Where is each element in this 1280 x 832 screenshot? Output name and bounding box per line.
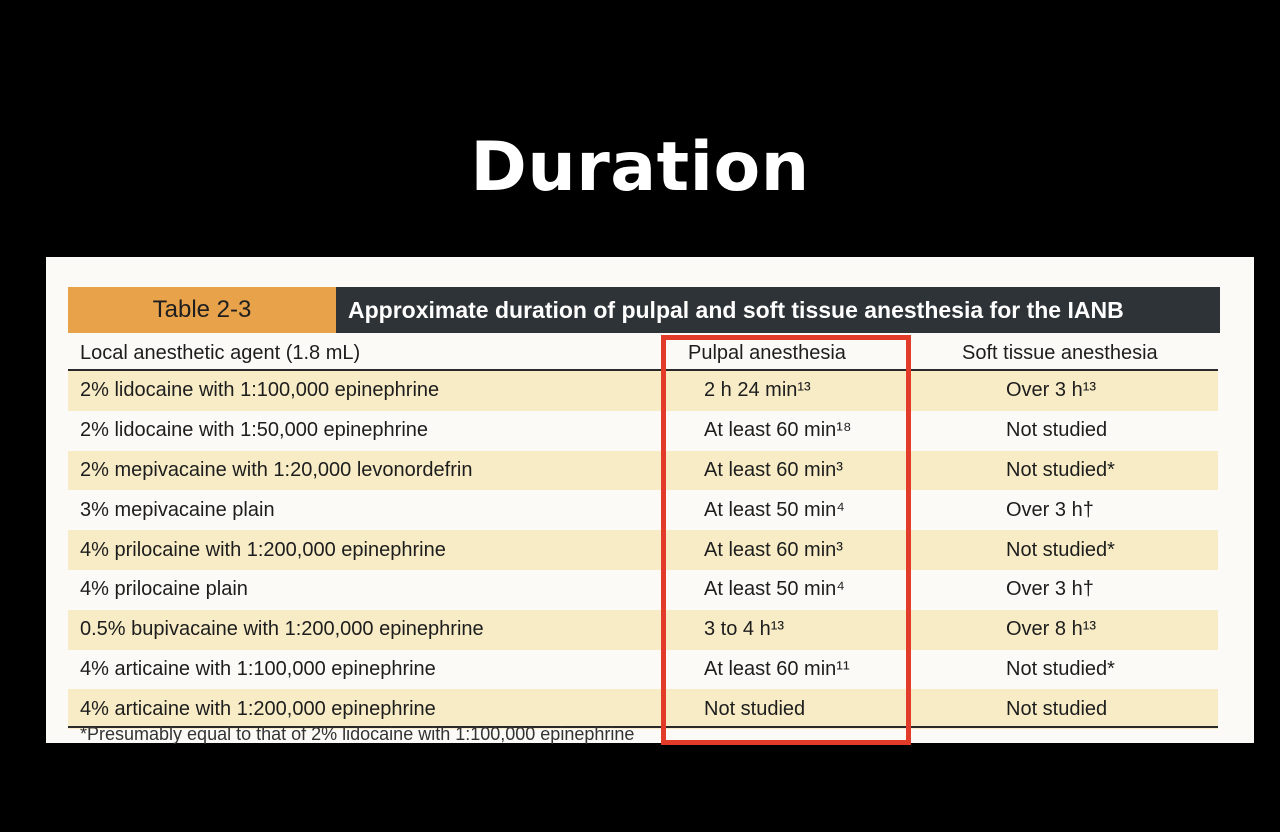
table-row (68, 650, 1218, 690)
soft-tissue-cell: Not studied* (1006, 458, 1115, 481)
agent-cell: 4% prilocaine with 1:200,000 epinephrine (80, 538, 446, 561)
pulpal-cell: Not studied (704, 697, 806, 720)
pulpal-cell: At least 60 min³ (704, 458, 843, 481)
table-row (68, 610, 1218, 650)
table-row (68, 490, 1218, 530)
agent-cell: 2% mepivacaine with 1:20,000 levonordefrin (80, 458, 473, 481)
soft-tissue-cell: Over 3 h† (1006, 498, 1094, 521)
pulpal-cell: At least 60 min¹¹ (704, 657, 850, 680)
table-header-bar (68, 287, 1220, 333)
pulpal-cell: At least 60 min¹⁸ (704, 419, 852, 442)
table-body (68, 371, 1218, 729)
soft-tissue-cell: Over 8 h¹³ (1006, 618, 1097, 641)
pulpal-cell: 2 h 24 min¹³ (704, 379, 811, 402)
soft-tissue-cell: Over 3 h† (1006, 578, 1094, 601)
soft-tissue-cell: Over 3 h¹³ (1006, 379, 1097, 402)
pulpal-cell: 3 to 4 h¹³ (704, 618, 785, 641)
column-header-agent: Local anesthetic agent (1.8 mL) (80, 341, 361, 364)
table-row (68, 451, 1218, 491)
table-row (68, 530, 1218, 570)
column-header-pulpal: Pulpal anesthesia (688, 341, 846, 364)
table-number: Table 2-3 (68, 287, 336, 333)
footnote-partial (80, 724, 640, 744)
table-row (68, 570, 1218, 610)
column-header-soft-tissue: Soft tissue anesthesia (962, 341, 1158, 364)
footnote-text: *Presumably equal to that of 2% lidocaine with 1:100,000 epinephrine (80, 724, 635, 744)
pulpal-column-highlight (661, 335, 911, 745)
agent-cell: 4% prilocaine plain (80, 578, 248, 601)
agent-cell: 3% mepivacaine plain (80, 498, 275, 521)
pulpal-cell: At least 50 min⁴ (704, 498, 845, 521)
pulpal-cell: At least 50 min⁴ (704, 578, 845, 601)
pulpal-cell: At least 60 min³ (704, 538, 843, 561)
table-image (46, 257, 1254, 743)
agent-cell: 2% lidocaine with 1:50,000 epinephrine (80, 419, 429, 442)
table-row (68, 411, 1218, 451)
slide-title: Duration (470, 128, 810, 207)
soft-tissue-cell: Not studied* (1006, 657, 1115, 680)
agent-cell: 4% articaine with 1:200,000 epinephrine (80, 697, 436, 720)
table-row (68, 371, 1218, 411)
agent-cell: 2% lidocaine with 1:100,000 epinephrine (80, 379, 440, 402)
soft-tissue-cell: Not studied (1006, 419, 1108, 442)
agent-cell: 0.5% bupivacaine with 1:200,000 epinephrine (80, 618, 484, 641)
soft-tissue-cell: Not studied (1006, 697, 1108, 720)
soft-tissue-cell: Not studied* (1006, 538, 1115, 561)
table-caption: Approximate duration of pulpal and soft tissue anesthesia for the IANB (336, 287, 1220, 333)
agent-cell: 4% articaine with 1:100,000 epinephrine (80, 657, 436, 680)
